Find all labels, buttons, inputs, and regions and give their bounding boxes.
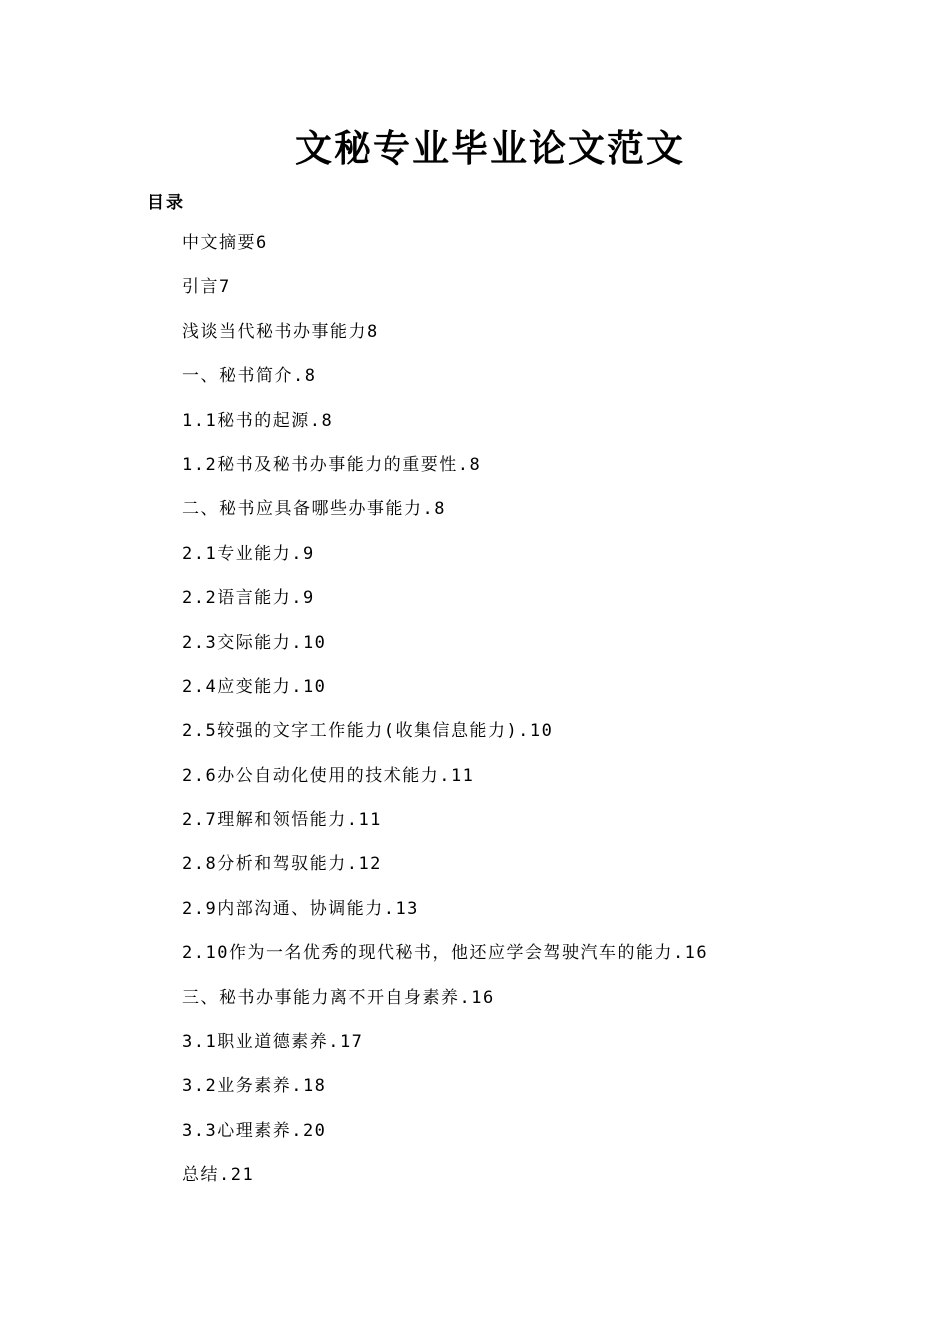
toc-item: 浅谈当代秘书办事能力8	[182, 321, 379, 342]
toc-item: 2.2语言能力.9	[182, 588, 315, 609]
toc-item: 3.1职业道德素养.17	[182, 1032, 364, 1053]
toc-item: 2.6办公自动化使用的技术能力.11	[182, 765, 475, 786]
toc-item: 三、秘书办事能力离不开自身素养.16	[182, 987, 495, 1008]
toc-item: 2.7理解和领悟能力.11	[182, 810, 382, 831]
toc-item: 2.10作为一名优秀的现代秘书，他还应学会驾驶汽车的能力.16	[182, 943, 709, 964]
toc-item: 2.5较强的文字工作能力(收集信息能力).10	[182, 721, 554, 742]
toc-item: 2.4应变能力.10	[182, 676, 327, 697]
toc-item: 一、秘书简介.8	[182, 366, 317, 387]
table-of-contents	[182, 230, 708, 1207]
toc-item: 1.2秘书及秘书办事能力的重要性.8	[182, 454, 482, 475]
toc-item: 中文摘要6	[182, 233, 268, 253]
toc-item: 1.1秘书的起源.8	[182, 410, 334, 431]
toc-item: 2.1专业能力.9	[182, 543, 315, 564]
toc-item: 二、秘书应具备哪些办事能力.8	[182, 499, 446, 520]
toc-heading: 目录	[147, 193, 185, 213]
toc-item: 总结.21	[182, 1165, 255, 1186]
toc-item: 2.3交际能力.10	[182, 632, 327, 653]
toc-item: 引言7	[182, 277, 231, 298]
document-title: 文秘专业毕业论文范文	[295, 126, 685, 170]
toc-item: 3.2业务素养.18	[182, 1076, 327, 1097]
toc-item: 3.3心理素养.20	[182, 1120, 327, 1141]
toc-item: 2.9内部沟通、协调能力.13	[182, 898, 419, 919]
toc-item: 2.8分析和驾驭能力.12	[182, 854, 382, 875]
